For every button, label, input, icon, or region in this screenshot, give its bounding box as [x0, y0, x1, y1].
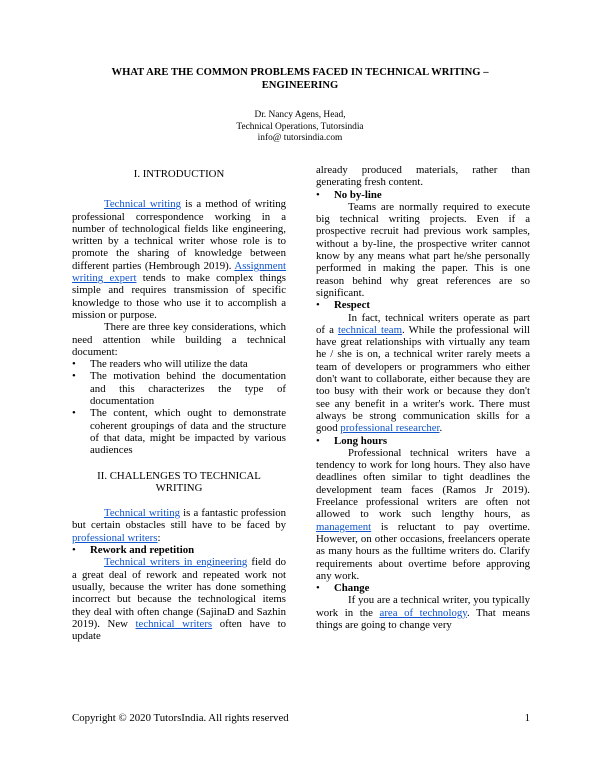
link-area-of-technology[interactable]: area of technology [379, 606, 467, 619]
author-email: info@ tutorsindia.com [257, 133, 343, 143]
subheading-byline: • No by-line [316, 189, 530, 201]
hours-text-2: is reluctant to pay overtime. However, on other occasions, freelancers operate as many hours as the fulltime writers do. Clarify requirements about overtime before approving any work. [316, 520, 530, 582]
section-heading-challenges [72, 470, 286, 495]
list-item: • The readers who will utilize the data [72, 358, 286, 370]
respect-text-3: . [439, 422, 443, 435]
link-professional-writers[interactable]: professional writers [72, 531, 158, 544]
intro-text-2: tends to make complex things simple and requires transmission of specific knowledge to those who use it to accomplish a mission or purpose. [72, 272, 286, 321]
subheading-rework: • Rework and repetition [72, 544, 286, 556]
challenges-text-1: is a fantastic profession but certain obstacles still have to be faced by [72, 507, 286, 532]
right-column [316, 164, 530, 631]
subheading-change: • Change [316, 582, 530, 594]
title-line-1: WHAT ARE THE COMMON PROBLEMS FACED IN TECHNICAL WRITING – [111, 67, 489, 78]
left-column [72, 168, 286, 642]
intro-text-1: is a method of writing professional correspondence working in a number of technological fields like engineering, written by a technical writer whose role is to promote the sharing of knowledge between different parties (Hembrough 2019). [72, 198, 286, 272]
section-heading-challenges-line-1: II. CHALLENGES TO TECHNICAL [97, 469, 261, 482]
author-name: Dr. Nancy Agens, Head, [254, 110, 346, 120]
list-item: • The motivation behind the documentation and this characterizes the type of documentation [72, 370, 286, 407]
link-technical-writing-2[interactable]: Technical writing [104, 507, 181, 520]
challenges-paragraph [72, 507, 286, 544]
title-line-2: ENGINEERING [261, 80, 339, 91]
copyright-text: Copyright © 2020 TutorsIndia. All rights reserved [72, 712, 289, 724]
link-assignment-writing-expert[interactable]: Assignment writing expert [72, 259, 286, 285]
respect-text-1: In fact, technical writers operate as part of a [316, 311, 530, 336]
subheading-respect: • Respect [316, 299, 530, 311]
change-text-2: . That means things are going to change very [316, 606, 530, 631]
link-professional-researcher[interactable]: professional researcher [340, 422, 440, 435]
rework-text-1: field do a great deal of rework and repeated work not usually, because the writer has done something incorrect but because the technological items they deal with often change (SajinaD and Sazhin 2019). New [72, 556, 286, 630]
change-paragraph [316, 594, 530, 631]
respect-paragraph [316, 312, 530, 435]
page-number: 1 [524, 712, 530, 724]
paper-title [60, 66, 540, 92]
intro-paragraph-2: There are three key considerations, which need attention while building a technical document: [72, 321, 286, 358]
page-footer [72, 712, 530, 725]
link-technical-writers[interactable]: technical writers [135, 617, 213, 630]
author-block [150, 110, 450, 145]
hours-text-1: Professional technical writers have a tendency to work for long hours. They also have deadlines often similar to tight deadlines the development team faces (Ramos Jr 2019). Freelance professional writers are often not allowed to work such lengthy hours, as [316, 446, 530, 521]
author-department: Technical Operations, Tutorsindia [236, 121, 364, 132]
long-hours-paragraph [316, 447, 530, 582]
rework-text-2: often have to update [72, 617, 286, 643]
section-heading-challenges-line-2: WRITING [155, 481, 203, 494]
link-technical-writers-in-engineering[interactable]: Technical writers in engineering [104, 556, 248, 569]
change-text-1: If you are a technical writer, you typically work in the [316, 594, 530, 619]
rework-paragraph [72, 556, 286, 642]
link-technical-team[interactable]: technical team [337, 323, 403, 336]
list-item: • The content, which ought to demonstrate coherent groupings of data and the structure of that data, might be impacted by various audiences [72, 407, 286, 456]
continued-paragraph: already produced materials, rather than generating fresh content. [316, 164, 530, 189]
challenges-text-2: : [157, 531, 161, 544]
byline-paragraph: Teams are normally required to execute big technical writing projects. Even if a prospective recruit had previous work samples, without a by-line, the prospective writer cannot know by any means what part he/she personally performed in making the paper. This is one reason behind why great references are so significant. [316, 200, 530, 299]
link-technical-writing[interactable]: Technical writing [104, 198, 182, 211]
link-management[interactable]: management [316, 520, 372, 533]
intro-paragraph-1 [72, 198, 286, 321]
section-heading-introduction: I. INTRODUCTION [133, 168, 225, 180]
subheading-long-hours: • Long hours [316, 435, 530, 447]
respect-text-2: . While the professional will have great relationships with virtually any team he / she is on, a technical writer rarely meets a team of developers or programmers who either don't want to collaborate, either because they are too busy with their work or because they don't see any benefit in a writer's work. There must always be strong communication skills for a good [316, 323, 531, 435]
considerations-list [72, 358, 286, 456]
